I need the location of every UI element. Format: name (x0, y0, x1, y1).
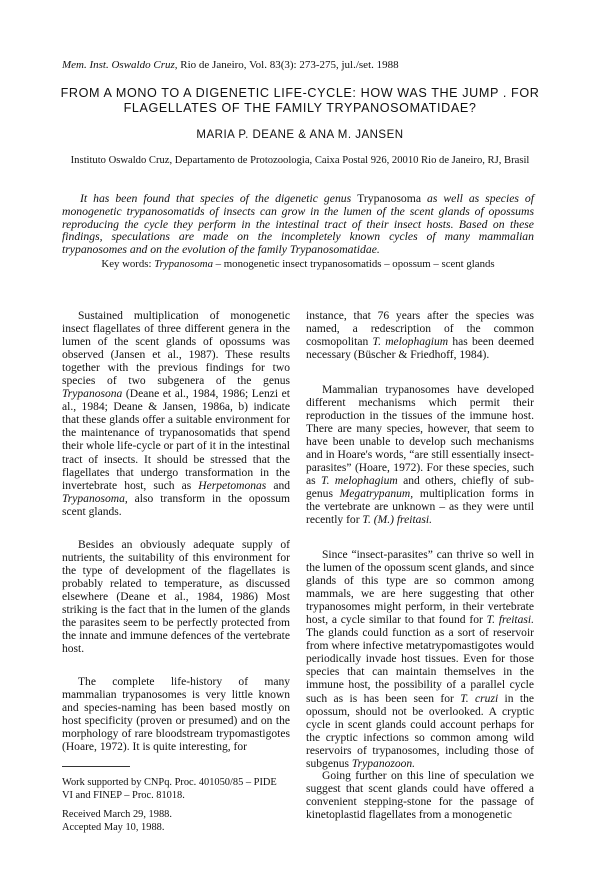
italic-text: as well as species of monogenetic trypanosomatids of insects can grow in the lumen of the scent glands of opossums reproducing the cycle they perform in the intestinal tract of their insect hosts. Based on these findings, speculations are made on the incompletely known cycles of many mammalian trypanosomes and on the evolution of the family Trypanosomatidae. (62, 192, 534, 257)
text-run: instance, that 76 years after the species was named, a redescription of the common cosmopolitan (306, 310, 534, 349)
footnote-divider (62, 766, 130, 767)
text-run: Mammalian trypanosomes have developed different mechanisms which permit their reproduction in the tissues of the immune host. There are many species, however, that seem to have been unable to develop such mechanisms and in Hoare's words, “are still essentially insect-parasites” (Hoare, 1972). For these species, such as (306, 384, 534, 488)
received-date: Received March 29, 1988. (62, 809, 172, 820)
body-paragraph (62, 310, 290, 519)
text-run: in the opossum, should not be overlooked. A cryptic cycle in scent glands could account perhaps for the cryptic infections so common among wild reservoirs of trypanosomes, including those of subgenus (306, 692, 534, 770)
italic-text: T. melophagium (321, 475, 398, 488)
keywords (62, 258, 534, 271)
body-paragraph (62, 539, 290, 656)
body-paragraph (306, 770, 534, 822)
italic-text: Trypanosoma, (62, 492, 128, 505)
text-run: (Deane et al., 1984, 1986; Lenzi et al., 1984; Deane & Jansen, 1986a, b) indicate that these glands offer a suitable environment for the maintenance of trypanosomatids that spend their whole life-cycle or part of it in the intestinal tract of insects. It should be stressed that the flagellates that undergo transformation in the invertebrate host, such as (62, 388, 290, 492)
text-run: Sustained multiplication of monogenetic insect flagellates of three different genera in the lumen of the scent glands of opossums was observed (Jansen et al., 1987). These results together with the previous findings for two species of two subgenera of the genus (62, 310, 290, 388)
text-run: Since “insect-parasites” can thrive so well in the lumen of the opossum scent glands, and since glands of this type are so common among mammals, we are here suggesting that other trypanosomes might perform, in their vertebrate host, a cycle similar to that found for (306, 549, 535, 627)
text-run: Key words: (101, 257, 155, 270)
text-run: also transform in the opossum scent glands. (62, 492, 290, 518)
text-run: and (266, 479, 290, 492)
text-run: has been deemed necessary (Büscher & Friedhoff, 1984). (306, 336, 534, 362)
text-run: The complete life-history of many mammalian trypanosomes is very little known and species-naming has been based mostly on host specificity (proven or presumed) and on the morphology of rare bloodstream trypomastigotes (Hoare, 1972). It is quite interesting, for (62, 676, 290, 754)
footnotes (62, 776, 290, 834)
text-run: Besides an obviously adequate supply of nutrients, the suitability of this environment for the type of development of the flagellates is probably related to temperature, as discussed elsewhere (Deane et al., 1984, 1986) Most striking is the fact that in the lumen of the glands the parasites seem to be perfectly protected from the innate and immune defences of the vertebrate host. (62, 539, 290, 656)
italic-text: Trypanozoon. (351, 757, 416, 770)
body-paragraph (306, 549, 534, 771)
text-run: and others, chiefly of sub-genus (306, 475, 534, 501)
title-line-2: FLAGELLATES OF THE FAMILY TRYPANOSOMATIDAE? (123, 101, 477, 115)
accepted-date: Accepted May 10, 1988. (62, 822, 165, 833)
journal-name: Mem. Inst. Oswaldo Cruz, (62, 59, 178, 71)
article-title (40, 86, 560, 116)
affiliation: Instituto Oswaldo Cruz, Departamento de Protozoologia, Caixa Postal 926, 20010 Rio de Janeiro, RJ, Brasil (70, 155, 530, 166)
italic-text: Trypanosoma (154, 257, 213, 270)
italic-text: Trypanosona (62, 388, 123, 401)
text-run: The glands could function as a sort of reservoir from where infective metatrypomastigotes would periodically invade host tissues. Even for those species that can maintain themselves in the immune host, the possibility of a parallel cycle such as is has been seen for (306, 627, 534, 705)
italic-text: Herpetomonas (198, 479, 267, 492)
body-paragraph (62, 676, 290, 754)
journal-volume: Rio de Janeiro, Vol. 83(3): 273-275, jul./set. 1988 (177, 59, 399, 71)
body-paragraph (306, 310, 534, 362)
italic-text: Megatrypanum, (339, 488, 414, 501)
body-paragraph (306, 384, 534, 528)
abstract-block (62, 193, 534, 271)
abstract (62, 193, 534, 257)
italic-text: T. freitasi. (486, 614, 534, 627)
text-run: Going further on this line of speculation we suggest that scent glands could have offered a convenient stepping-stone for the passage of kinetoplastid flagellates from a monogenetic (306, 770, 534, 822)
authors: MARIA P. DEANE & ANA M. JANSEN (196, 129, 404, 141)
title-line-1: FROM A MONO TO A DIGENETIC LIFE-CYCLE: HOW WAS THE JUMP . FOR (60, 86, 540, 100)
italic-text: T. (M.) freitasi. (362, 514, 433, 527)
text-run: multiplication forms in the vertebrate are unknown – as they were until recently for (306, 488, 534, 527)
funding-note: Work supported by CNPq. Proc. 401050/85 – PIDE VI and FINEP – Proc. 81018. (62, 777, 277, 801)
italic-text: T. melophagium (372, 336, 449, 349)
italic-text: It has been found that species of the digenetic genus (80, 192, 358, 205)
text-run: Trypanosoma (357, 192, 422, 205)
journal-citation (62, 59, 399, 72)
italic-text: T. cruzi (460, 692, 499, 705)
text-run: – monogenetic insect trypanosomatids – opossum – scent glands (212, 257, 495, 270)
